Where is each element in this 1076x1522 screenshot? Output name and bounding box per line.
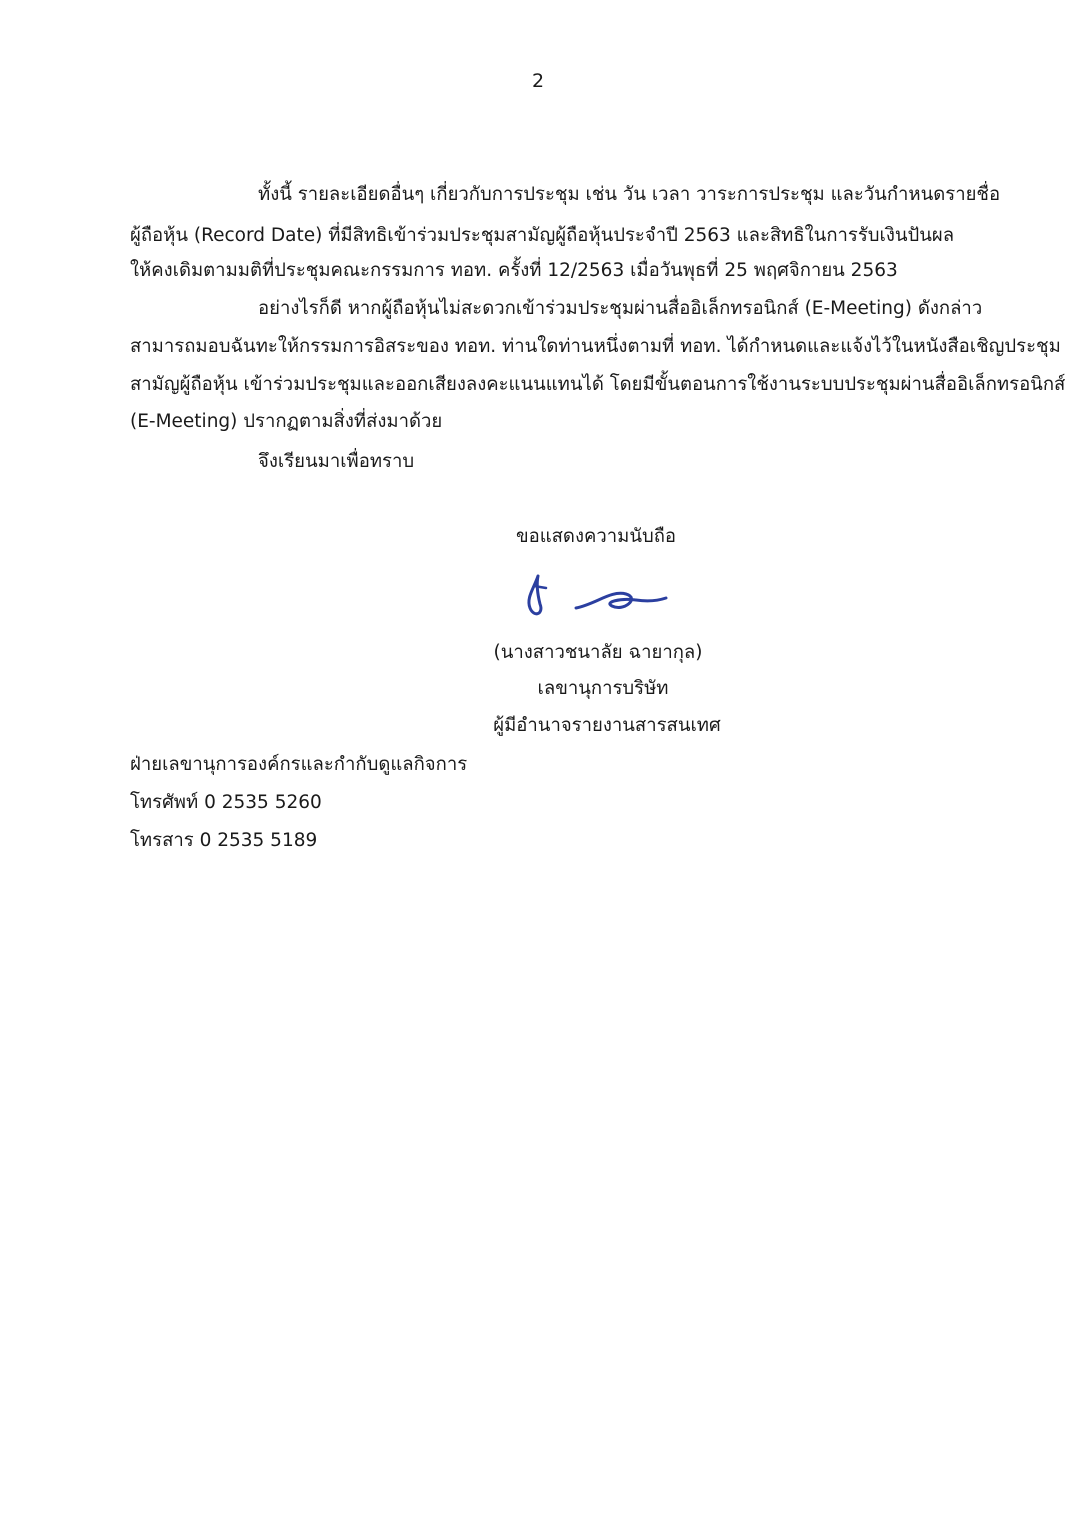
- contact-department: ฝ่ายเลขานุการองค์กรและกำกับดูแลกิจการ: [130, 754, 468, 775]
- signatory-name: (นางสาวชนาลัย ฉายากุล): [493, 642, 703, 663]
- contact-fax: โทรสาร 0 2535 5189: [130, 830, 318, 851]
- paragraph1-line3: ให้คงเดิมตามมติที่ประชุมคณะกรรมการ ทอท. ครั้งที่ 12/2563 เมื่อวันพุธที่ 25 พฤศจิกายน 2563: [130, 260, 898, 281]
- paragraph1-line1: ทั้งนี้ รายละเอียดอื่นๆ เกี่ยวกับการประชุม เช่น วัน เวลา วาระการประชุม และวันกำหนดรายชื่อ: [258, 184, 1001, 205]
- paragraph2-line3: สามัญผู้ถือหุ้น เข้าร่วมประชุมและออกเสียงลงคะแนนแทนได้ โดยมีขั้นตอนการใช้งานระบบประชุมผ่านสื่ออิเล็กทรอนิกส์: [130, 374, 1066, 395]
- regards-text: ขอแสดงความนับถือ: [515, 526, 677, 547]
- contact-phone: โทรศัพท์ 0 2535 5260: [130, 792, 322, 813]
- page-number: 2: [531, 70, 545, 92]
- paragraph2-line1: อย่างไรก็ดี หากผู้ถือหุ้นไม่สะดวกเข้าร่วมประชุมผ่านสื่ออิเล็กทรอนิกส์ (E-Meeting) ดังกล่าว: [258, 298, 983, 319]
- paragraph2-line2: สามารถมอบฉันทะให้กรรมการอิสระของ ทอท. ท่านใดท่านหนึ่งตามที่ ทอท. ได้กำหนดและแจ้งไว้ในหนังสือเชิญประชุม: [130, 336, 1061, 357]
- signature-image: [516, 568, 676, 628]
- paragraph1-line2: ผู้ถือหุ้น (Record Date) ที่มีสิทธิเข้าร่วมประชุมสามัญผู้ถือหุ้นประจำปี 2563 และสิทธิในการรับเงินปันผล: [130, 225, 955, 246]
- closing-line: จึงเรียนมาเพื่อทราบ: [258, 451, 415, 472]
- paragraph2-line4: (E-Meeting) ปรากฏตามสิ่งที่ส่งมาด้วย: [130, 411, 443, 432]
- signatory-position-1: เลขานุการบริษัท: [537, 678, 669, 699]
- signatory-position-2: ผู้มีอำนาจรายงานสารสนเทศ: [493, 715, 721, 736]
